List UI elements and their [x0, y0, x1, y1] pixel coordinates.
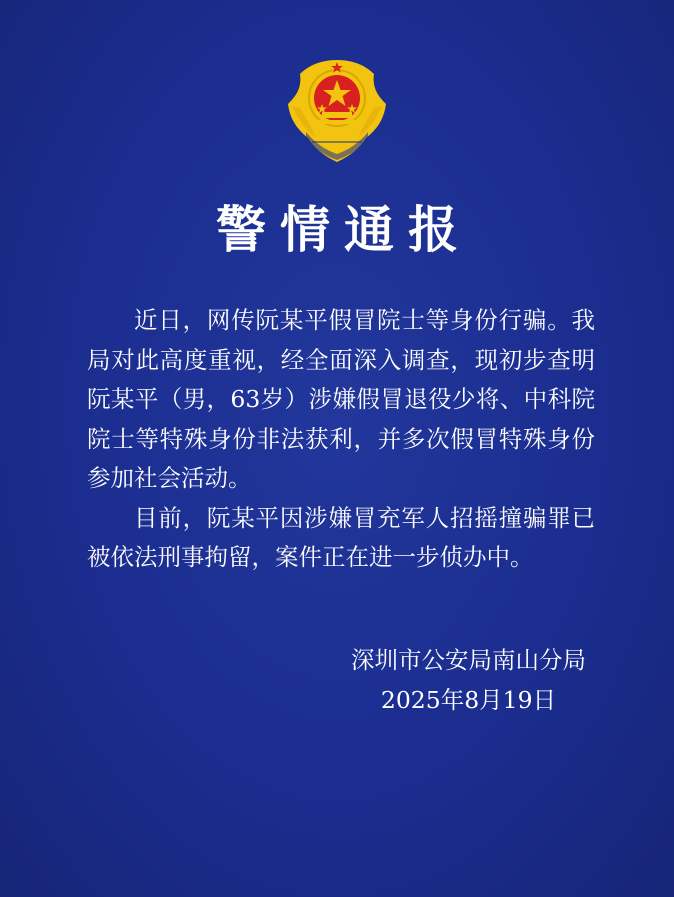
police-emblem-icon: [282, 58, 392, 166]
issue-date: 2025年8月19日: [380, 686, 557, 714]
notice-body: [87, 301, 595, 578]
issuer-name: 深圳市公安局南山分局: [351, 646, 586, 674]
notice-title: 警情通报: [216, 201, 472, 259]
notice-signature: [351, 640, 586, 720]
notice-paragraph-2: 目前，阮某平因涉嫌冒充军人招摇撞骗罪已被依法刑事拘留，案件正在进一步侦办中。: [87, 503, 595, 571]
notice-paragraph-1: 近日，网传阮某平假冒院士等身份行骗。我局对此高度重视，经全面深入调查，现初步查明阮某平（男，63岁）涉嫌假冒退役少将、中科院院士等特殊身份非法获利，并多次假冒特殊身份参加社会活动。: [87, 306, 595, 492]
